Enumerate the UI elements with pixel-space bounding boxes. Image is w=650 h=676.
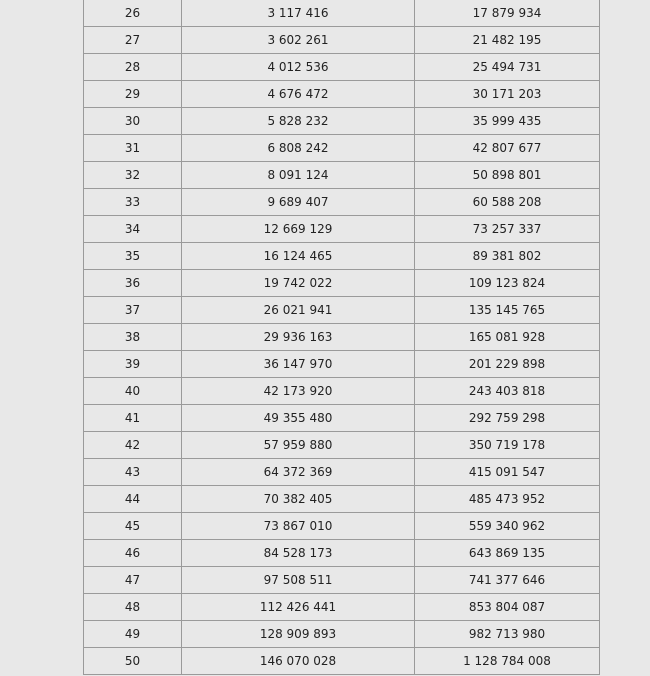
cumulative-value-cell: 1 128 784 008	[415, 648, 600, 675]
row-index-cell: 30	[84, 108, 182, 135]
cumulative-value-cell: 243 403 818	[415, 378, 600, 405]
cumulative-value-cell: 17 879 934	[415, 0, 600, 27]
row-index-cell: 26	[84, 0, 182, 27]
row-index-cell: 37	[84, 297, 182, 324]
cumulative-value-cell: 201 229 898	[415, 351, 600, 378]
cumulative-value-cell: 25 494 731	[415, 54, 600, 81]
value-cell: 97 508 511	[182, 567, 415, 594]
cumulative-value-cell: 350 719 178	[415, 432, 600, 459]
cumulative-value-cell: 559 340 962	[415, 513, 600, 540]
cumulative-value-cell: 165 081 928	[415, 324, 600, 351]
table-row	[84, 135, 600, 162]
cumulative-value-cell: 42 807 677	[415, 135, 600, 162]
cumulative-value-cell: 485 473 952	[415, 486, 600, 513]
value-cell: 112 426 441	[182, 594, 415, 621]
cumulative-value-cell: 741 377 646	[415, 567, 600, 594]
value-cell: 8 091 124	[182, 162, 415, 189]
row-index-cell: 50	[84, 648, 182, 675]
row-index-cell: 33	[84, 189, 182, 216]
cumulative-value-cell: 643 869 135	[415, 540, 600, 567]
row-index-cell: 34	[84, 216, 182, 243]
table-row	[84, 297, 600, 324]
table-row	[84, 270, 600, 297]
table-row	[84, 459, 600, 486]
value-cell: 9 689 407	[182, 189, 415, 216]
value-cell: 4 676 472	[182, 81, 415, 108]
table-row	[84, 540, 600, 567]
cumulative-value-cell: 853 804 087	[415, 594, 600, 621]
value-cell: 36 147 970	[182, 351, 415, 378]
table-row	[84, 405, 600, 432]
row-index-cell: 48	[84, 594, 182, 621]
row-index-cell: 44	[84, 486, 182, 513]
value-cell: 12 669 129	[182, 216, 415, 243]
cumulative-value-cell: 35 999 435	[415, 108, 600, 135]
value-cell: 3 117 416	[182, 0, 415, 27]
table-row	[84, 162, 600, 189]
table-row	[84, 378, 600, 405]
table-row	[84, 0, 600, 27]
row-index-cell: 27	[84, 27, 182, 54]
row-index-cell: 45	[84, 513, 182, 540]
table-row	[84, 351, 600, 378]
value-cell: 16 124 465	[182, 243, 415, 270]
table-row	[84, 432, 600, 459]
row-index-cell: 39	[84, 351, 182, 378]
table-row	[84, 108, 600, 135]
cumulative-value-cell: 109 123 824	[415, 270, 600, 297]
row-index-cell: 42	[84, 432, 182, 459]
value-cell: 29 936 163	[182, 324, 415, 351]
value-cell: 4 012 536	[182, 54, 415, 81]
table-row	[84, 54, 600, 81]
data-table-container	[83, 0, 599, 675]
row-index-cell: 43	[84, 459, 182, 486]
cumulative-value-cell: 73 257 337	[415, 216, 600, 243]
table-row	[84, 621, 600, 648]
value-cell: 6 808 242	[182, 135, 415, 162]
table-row	[84, 324, 600, 351]
value-cell: 57 959 880	[182, 432, 415, 459]
row-index-cell: 32	[84, 162, 182, 189]
row-index-cell: 28	[84, 54, 182, 81]
data-table	[83, 0, 600, 675]
value-cell: 5 828 232	[182, 108, 415, 135]
table-row	[84, 27, 600, 54]
table-row	[84, 513, 600, 540]
value-cell: 64 372 369	[182, 459, 415, 486]
cumulative-value-cell: 21 482 195	[415, 27, 600, 54]
row-index-cell: 36	[84, 270, 182, 297]
cumulative-value-cell: 415 091 547	[415, 459, 600, 486]
value-cell: 3 602 261	[182, 27, 415, 54]
row-index-cell: 41	[84, 405, 182, 432]
row-index-cell: 47	[84, 567, 182, 594]
value-cell: 128 909 893	[182, 621, 415, 648]
table-row	[84, 648, 600, 675]
cumulative-value-cell: 135 145 765	[415, 297, 600, 324]
table-row	[84, 243, 600, 270]
cumulative-value-cell: 30 171 203	[415, 81, 600, 108]
table-row	[84, 216, 600, 243]
table-row	[84, 594, 600, 621]
table-body	[84, 0, 600, 675]
table-row	[84, 81, 600, 108]
row-index-cell: 29	[84, 81, 182, 108]
value-cell: 73 867 010	[182, 513, 415, 540]
cumulative-value-cell: 89 381 802	[415, 243, 600, 270]
table-row	[84, 189, 600, 216]
value-cell: 70 382 405	[182, 486, 415, 513]
value-cell: 49 355 480	[182, 405, 415, 432]
cumulative-value-cell: 50 898 801	[415, 162, 600, 189]
cumulative-value-cell: 982 713 980	[415, 621, 600, 648]
value-cell: 146 070 028	[182, 648, 415, 675]
value-cell: 84 528 173	[182, 540, 415, 567]
value-cell: 19 742 022	[182, 270, 415, 297]
row-index-cell: 35	[84, 243, 182, 270]
row-index-cell: 40	[84, 378, 182, 405]
cumulative-value-cell: 60 588 208	[415, 189, 600, 216]
table-row	[84, 486, 600, 513]
table-row	[84, 567, 600, 594]
row-index-cell: 38	[84, 324, 182, 351]
cumulative-value-cell: 292 759 298	[415, 405, 600, 432]
value-cell: 26 021 941	[182, 297, 415, 324]
row-index-cell: 49	[84, 621, 182, 648]
value-cell: 42 173 920	[182, 378, 415, 405]
row-index-cell: 31	[84, 135, 182, 162]
row-index-cell: 46	[84, 540, 182, 567]
